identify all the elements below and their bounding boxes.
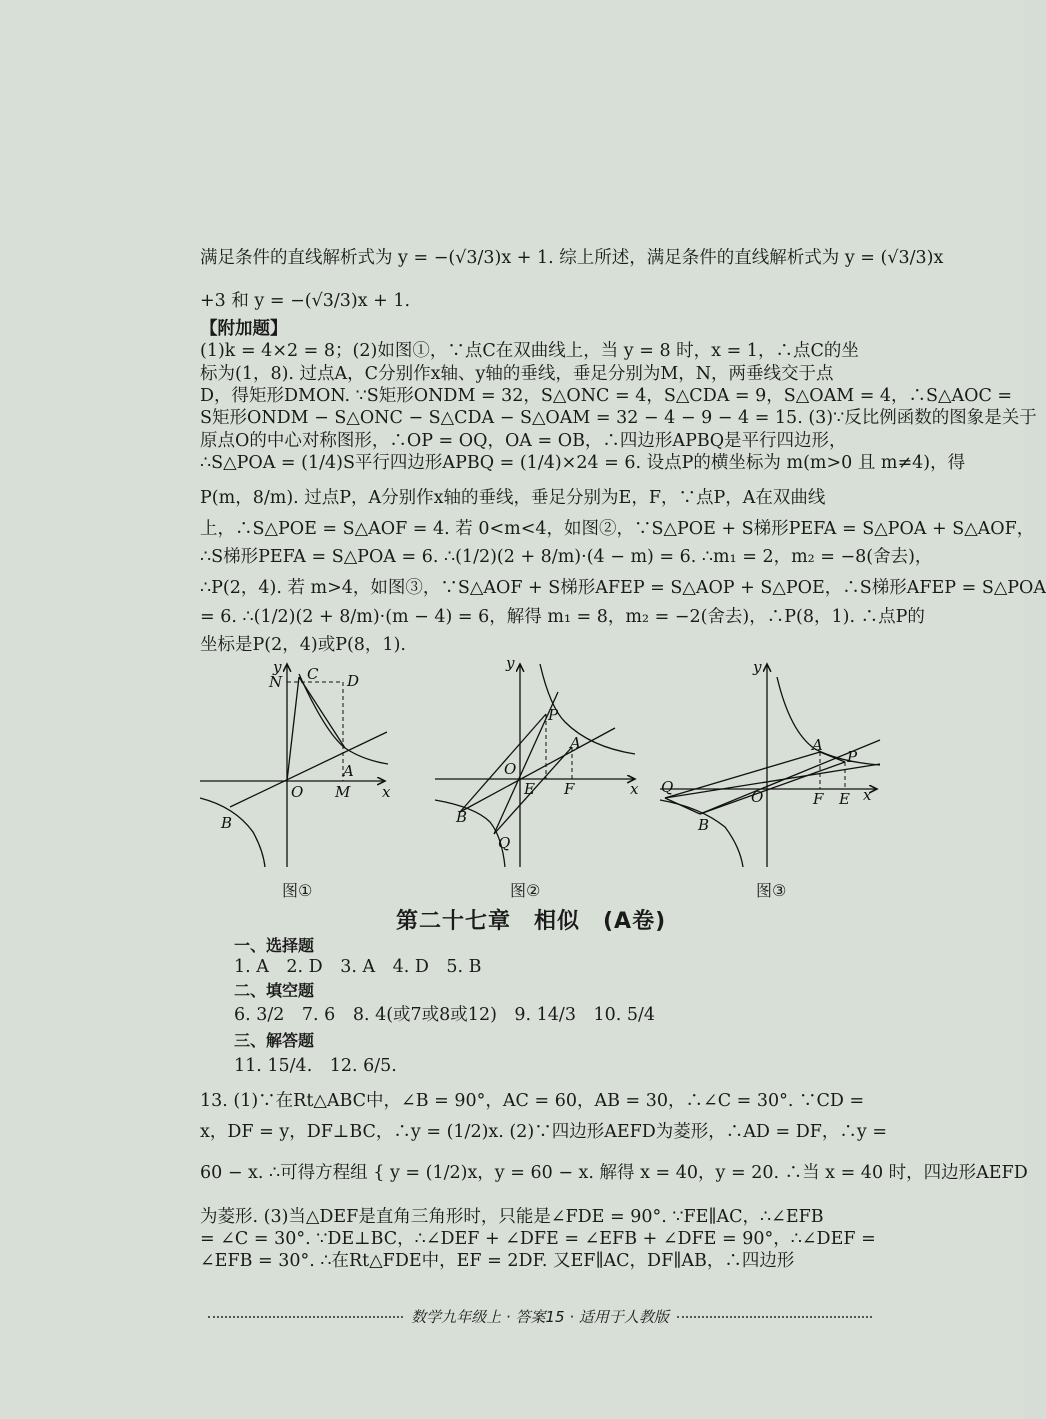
label-b: B [221,814,233,832]
label-f: F [564,780,575,798]
section-heading: 一、选择题 [234,936,315,955]
label-a: A [343,762,354,780]
text-line: D，得矩形DMON. ∵S矩形ONDM = 32，S△ONC = 4，S△CDA = 9，S△OAM = 4，∴S△AOC = [200,386,1013,406]
text-line: 13. (1)∵在Rt△ABC中，∠B = 90°，AC = 60，AB = 30，∴∠C = 30°. ∵CD = [200,1091,865,1111]
label-x: x [863,786,872,804]
text-line: S矩形ONDM − S△ONC − S△CDA − S△OAM = 32 − 4 − 9 − 4 = 15. (3)∵反比例函数的图象是关于 [200,408,1037,428]
text-line: = 6. ∴(1/2)(2 + 8/m)·(m − 4) = 6，解得 m₁ = 8，m₂ = −2(舍去)，∴P(8，1). ∴点P的 [200,607,925,627]
text-line: 坐标是P(2，4)或P(8，1). [200,635,406,655]
label-a: A [812,736,823,754]
text-line: +3 和 y = −(√3/3)x + 1. [200,291,411,311]
text-line: = ∠C = 30°. ∵DE⊥BC，∴∠DEF + ∠DFE = ∠EFB + ∠DFE = 90°，∴∠DEF = [200,1229,876,1249]
label-a: A [570,734,581,752]
section-heading: 二、填空题 [234,981,315,1000]
text-line: (1)k = 4×2 = 8；(2)如图①，∵点C在双曲线上，当 y = 8 时，x = 1，∴点C的坐 [200,341,859,361]
text-line: ∴S梯形PEFA = S△POA = 6. ∴(1/2)(2 + 8/m)·(4 − m) = 6. ∴m₁ = 2，m₂ = −8(舍去)， [200,547,933,567]
text-line: ∴S△POA = (1/4)S平行四边形APBQ = (1/4)×24 = 6. 设点P的横坐标为 m(m>0 且 m≠4)，得 [200,453,966,473]
footer-divider [677,1316,872,1318]
choice-answers: 1. A 2. D 3. A 4. D 5. B [234,957,482,977]
label-b: B [698,816,710,834]
label-n: N [269,673,283,691]
segment-oc [287,677,299,781]
figure-1 [195,652,400,874]
figure-caption: 图② [510,881,541,900]
text-line: P(m，8/m). 过点P，A分别作x轴的垂线，垂足分别为E，F，∵点P，A在双曲线 [200,488,826,508]
label-o: O [751,788,764,806]
text-line: 满足条件的直线解析式为 y = −(√3/3)x + 1. 综上所述，满足条件的直线解析式为 y = (√3/3)x [200,248,944,268]
text-line: 为菱形. (3)当△DEF是直角三角形时，只能是∠FDE = 90°. ∵FE∥AC，∴∠EFB [200,1207,824,1227]
page-footer [200,1306,880,1327]
section-heading: 【附加题】 [200,319,288,339]
label-x: x [382,783,391,801]
label-x: x [630,780,639,798]
label-c: C [307,665,319,683]
line-ab [230,732,387,807]
solve-answers: 11. 15/4. 12. 6/5. [234,1056,397,1076]
line-ab [460,728,615,812]
figure-caption: 图① [282,881,313,900]
label-b: B [456,808,468,826]
footer-divider [208,1316,403,1318]
figure-3 [655,652,885,874]
footer-text: 数学九年级上 · 答案15 · 适用于人教版 [411,1308,669,1326]
figure-2 [430,652,640,874]
label-q: Q [661,778,674,796]
segment-qb [665,798,700,814]
text-line: 60 − x. ∴可得方程组 { y = (1/2)x，y = 60 − x. 解得 x = 40，y = 20. ∴当 x = 40 时，四边形AEFD [200,1163,1028,1183]
label-o: O [291,783,304,801]
text-line: 标为(1，8). 过点A，C分别作x轴、y轴的垂线，垂足分别为M，N，两垂线交于点 [200,364,834,384]
text-line: 上，∴S△POE = S△AOF = 4. 若 0<m<4，如图②，∵S△POE + S梯形PEFA = S△POA + S△AOF， [200,519,1035,539]
figure-caption: 图③ [756,881,787,900]
fill-answers: 6. 3/2 7. 6 8. 4(或7或8或12) 9. 14/3 10. 5/4 [234,1005,656,1025]
label-e: E [524,780,535,798]
label-o: O [504,760,517,778]
label-e: E [839,790,850,808]
text-line: ∴P(2，4). 若 m>4，如图③，∵S△AOF + S梯形AFEP = S△AOP + S△POE，∴S梯形AFEP = S△POA [200,578,1046,598]
section-heading: 三、解答题 [234,1031,315,1050]
label-f: F [813,790,824,808]
label-y: y [506,654,515,672]
label-q: Q [498,834,511,852]
segment-qa [665,752,820,798]
segment-ap [820,752,845,762]
text-line: 原点O的中心对称图形，∴OP = OQ，OA = OB，∴四边形APBQ是平行四边形， [200,431,847,451]
label-d: D [347,672,360,690]
label-p: P [847,748,858,766]
hyperbola-branch [777,677,880,765]
segment-ca [299,677,345,748]
text-line: ∠EFB = 30°. ∴在Rt△FDE中，EF = 2DF. 又EF∥AC，DF∥AB，∴四边形 [200,1251,795,1271]
text-line: x，DF = y，DF⊥BC，∴y = (1/2)x. (2)∵四边形AEFD为菱形，∴AD = DF，∴y = [200,1122,888,1142]
hyperbola-branch [200,798,265,867]
label-y: y [273,658,282,676]
label-y: y [753,658,762,676]
label-p: P [548,706,559,724]
label-m: M [335,783,351,801]
chapter-title: 第二十七章 相似 (A卷) [396,909,667,934]
